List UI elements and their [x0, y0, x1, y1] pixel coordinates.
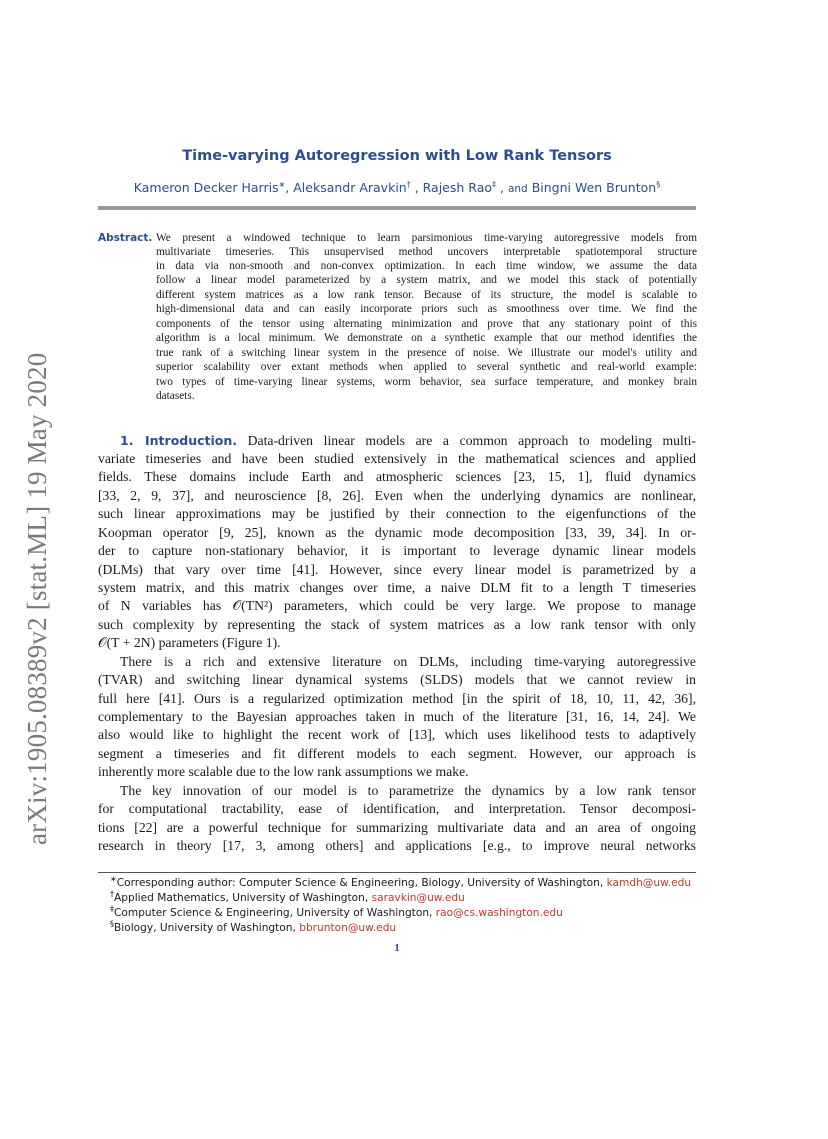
- intro-first-line: [120, 432, 696, 450]
- intro-line: segment a timeseries and fit different models to each segment. However, our approach is: [98, 746, 696, 761]
- intro-line: [33, 2, 9, 37], and neuroscience [8, 26]. Even when the underlying dynamics are nonlinear,: [98, 488, 696, 503]
- abstract-line: datasets.: [156, 390, 195, 402]
- intro-line: The key innovation of our model is to parametrize the dynamics by a low rank tensor: [120, 783, 696, 798]
- author-name: Rajesh Rao: [422, 180, 493, 195]
- footnote-mark: §: [110, 919, 114, 929]
- email-link[interactable]: saravkin@uw.edu: [371, 892, 465, 904]
- footnote-mark: ‡: [110, 904, 114, 914]
- abstract-line: follow a linear model parameterized by a system matrix, and we model this stack of potentially: [156, 274, 697, 286]
- abstract-line: We present a windowed technique to learn parsimonious time-varying autoregressive models from: [156, 232, 697, 244]
- footnote-mark: ∗: [278, 179, 286, 189]
- footnote-mark: †: [110, 889, 114, 899]
- abstract-line: in data via non-smooth and non-convex optimization. In each time window, we assume the data: [156, 260, 697, 272]
- intro-line: der to capture non-stationary behavior, it is important to leverage dynamic linear models: [98, 543, 696, 558]
- footnote-text: Corresponding author: Computer Science & Engineering, Biology, University of Washington,: [116, 877, 607, 889]
- footnote-rule: [98, 872, 696, 873]
- footnote: [110, 891, 465, 905]
- email-link[interactable]: bbrunton@uw.edu: [299, 922, 397, 934]
- footnote: [110, 876, 691, 890]
- footnote-mark: ∗: [110, 874, 117, 884]
- email-link[interactable]: rao@cs.washington.edu: [435, 907, 563, 919]
- abstract-line: two types of time-varying linear systems, worm behavior, sea surface temperature, and monkey brain: [156, 376, 697, 388]
- arxiv-sidebar-stamp: arXiv:1905.08389v2 [stat.ML] 19 May 2020: [22, 352, 52, 845]
- intro-line: such linear approximations may be justified by their connection to the eigenfunctions of the: [98, 506, 696, 521]
- intro-line: There is a rich and extensive literature on DLMs, including time-varying autoregressive: [120, 654, 696, 669]
- intro-line: system matrix, and this matrix changes over time, a naive DLM fit to a length T timeseries: [98, 580, 696, 595]
- author-name: Aleksandr Aravkin: [293, 180, 407, 195]
- section-heading: 1. Introduction.: [120, 433, 238, 448]
- footnote-mark: §: [656, 179, 661, 189]
- intro-line: Data-driven linear models are a common approach to modeling multi-: [247, 433, 696, 448]
- intro-line: of N variables has 𝒪(TN²) parameters, which could be very large. We propose to manage: [98, 598, 696, 613]
- abstract-label: Abstract.: [98, 232, 153, 244]
- abstract-line: superior scalability over extant methods when applied to several synthetic and real-world example:: [156, 361, 697, 373]
- page-number: 1: [394, 942, 400, 954]
- and-word: and: [507, 183, 528, 195]
- footnote-mark: †: [406, 179, 411, 189]
- abstract-line: components of the tensor using alternating minimization and prove that any stationary point of this: [156, 318, 697, 330]
- intro-line: for computational tractability, ease of identification, and interpretation. Tensor decomposi-: [98, 801, 696, 816]
- footnote: [110, 906, 563, 920]
- intro-line: (TVAR) and switching linear dynamical systems (SLDS) models that we cannot review in: [98, 672, 696, 687]
- intro-line: (DLMs) that vary over time [41]. However, since every linear model is parametrized by a: [98, 562, 696, 577]
- footnote-text: Applied Mathematics, University of Washington,: [114, 892, 372, 904]
- paper-title: Time-varying Autoregression with Low Rank Tensors: [182, 148, 612, 164]
- intro-line: research in theory [17, 3, among others] and applications [e.g., to improve neural networks: [98, 838, 696, 853]
- footnote: [110, 921, 396, 935]
- abstract-line: different system matrices as a low rank tensor. Because of its structure, the model is scalable to: [156, 289, 697, 301]
- footnote-mark: ‡: [492, 179, 497, 189]
- author-list: Kameron Decker Harris∗, Aleksandr Aravkin† , Rajesh Rao‡ , and Bingni Wen Brunton§: [133, 179, 661, 195]
- abstract-line: algorithm is a local minimum. We demonstrate on a synthetic example that our method identifies the: [156, 332, 697, 344]
- footnote-text: Biology, University of Washington,: [114, 922, 300, 934]
- intro-line: fields. These domains include Earth and atmospheric sciences [23, 15, 1], fluid dynamics: [98, 469, 696, 484]
- author-name: Kameron Decker Harris: [133, 180, 279, 195]
- intro-line: 𝒪(T + 2N) parameters (Figure 1).: [98, 635, 281, 650]
- intro-line: also would like to highlight the recent work of [13], which uses likelihood tests to adaptively: [98, 727, 696, 742]
- title-rule: [98, 206, 696, 210]
- abstract-line: high-dimensional data and can easily incorporate priors such as smoothness over time. We find the: [156, 303, 697, 315]
- email-link[interactable]: kamdh@uw.edu: [606, 877, 692, 889]
- intro-line: such complexity by representing the stack of system matrices as a low rank tensor with only: [98, 617, 696, 632]
- intro-line: complementary to the Bayesian approaches taken in much of the literature [31, 16, 14, 24]. We: [98, 709, 696, 724]
- intro-line: Koopman operator [9, 25], known as the dynamic mode decomposition [33, 39, 34]. In or-: [98, 525, 696, 540]
- author-name: Bingni Wen Brunton: [531, 180, 657, 195]
- intro-line: tions [22] are a powerful technique for summarizing multivariate data and an area of ongoing: [98, 820, 696, 835]
- abstract-line: multivariate timeseries. This unsupervised method uncovers interpretable spatiotemporal structure: [156, 246, 697, 258]
- intro-line: variate timeseries and have been studied extensively in the mathematical sciences and applied: [98, 451, 696, 466]
- intro-line: inherently more scalable due to the low rank assumptions we make.: [98, 764, 469, 779]
- footnote-text: Computer Science & Engineering, University of Washington,: [114, 907, 436, 919]
- abstract-line: true rank of a switching linear system in the presence of noise. We illustrate our model's utility and: [156, 347, 697, 359]
- intro-line: full here [41]. Ours is a regularized optimization method [in the spirit of 18, 10, 11, 42, 36],: [98, 691, 696, 706]
